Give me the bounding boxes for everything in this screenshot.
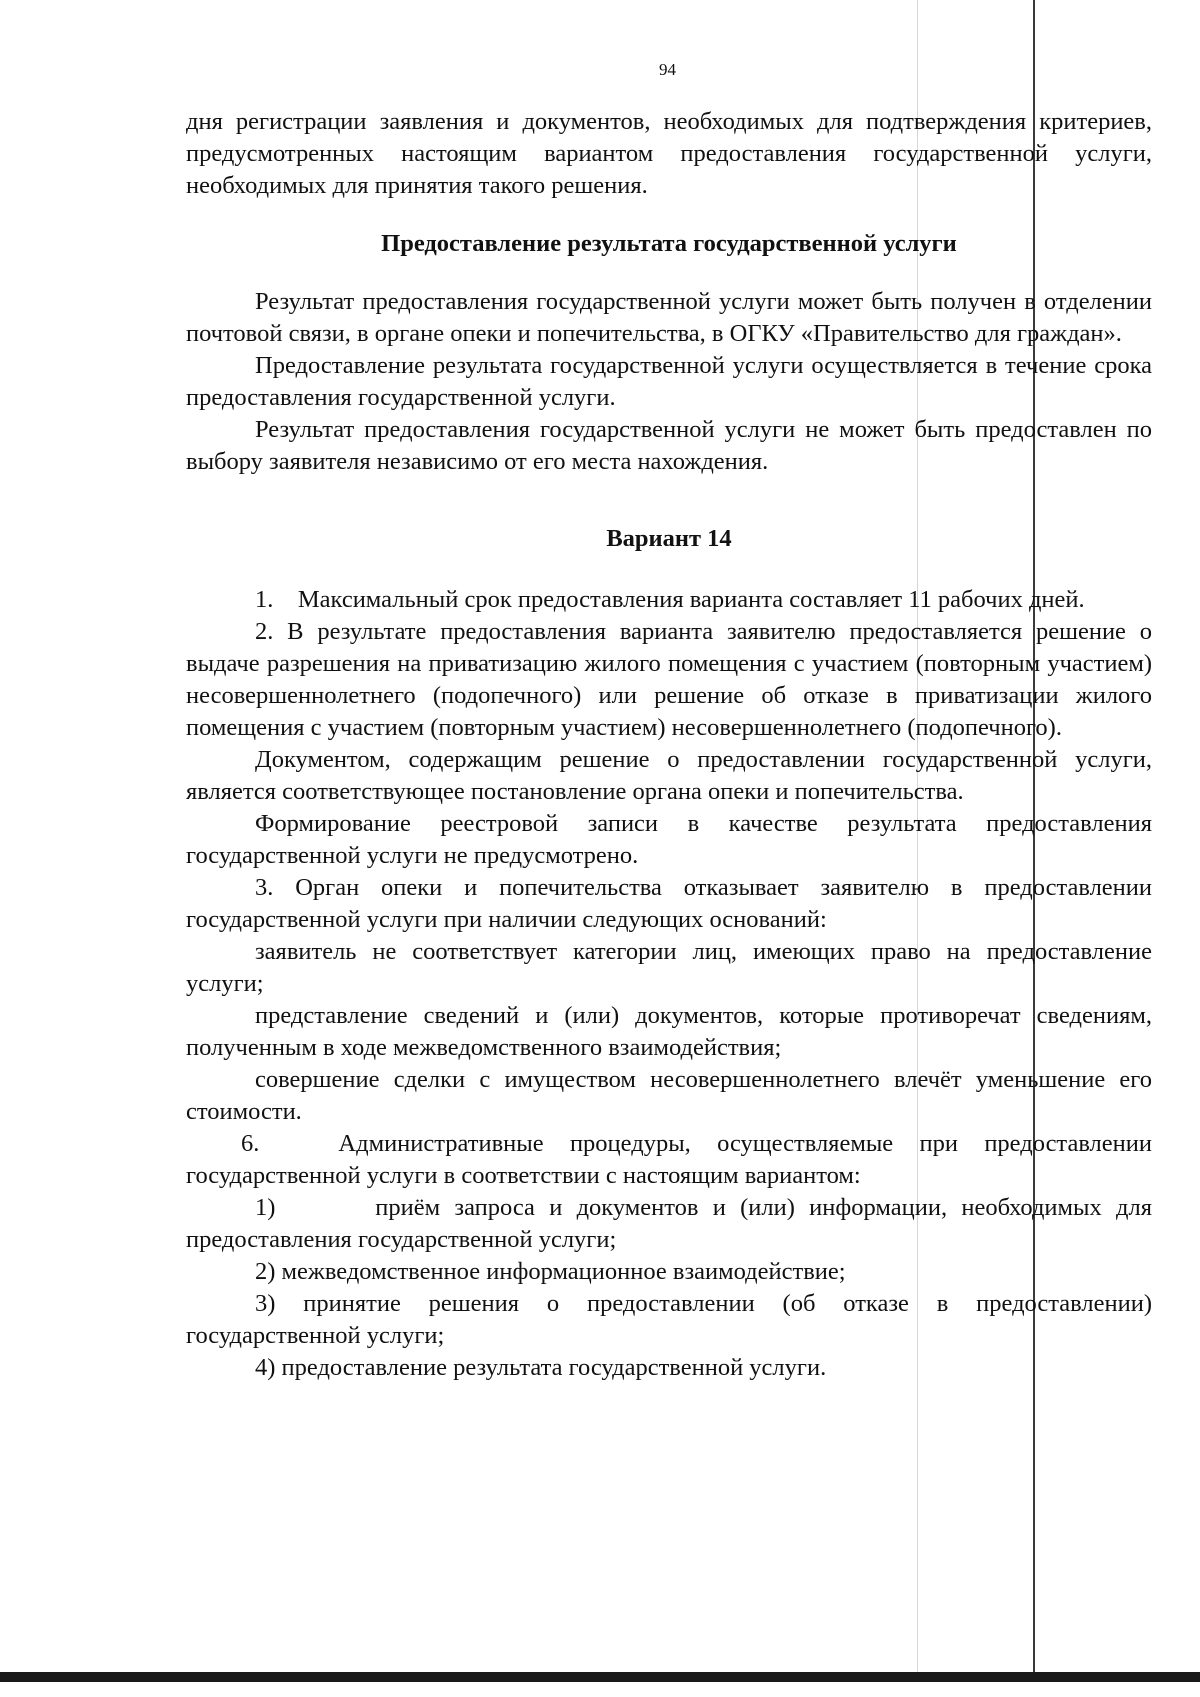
section-paragraph: Результат предоставления государственной услуги не может быть предоставлен по выбору заявителя независимо от его места нахождения. <box>186 416 1152 475</box>
section-title: Предоставление результата государственной услуги <box>381 230 957 257</box>
procedure-item: 3) принятие решения о предоставлении (об отказе в предоставлении) государственной услуги; <box>186 1290 1152 1349</box>
page-number: 94 <box>659 60 676 79</box>
procedure-item: 4) предоставление результата государственной услуги. <box>255 1354 827 1381</box>
intro-paragraph: дня регистрации заявления и документов, необходимых для подтверждения критериев, предусмотренных настоящим вариантом предоставления государственной услуги, необходимых для принятия такого решения. <box>186 108 1152 199</box>
section-paragraph: Предоставление результата государственной услуги осуществляется в течение срока предоставления государственной услуги. <box>186 352 1152 411</box>
variant-paragraph: Формирование реестровой записи в качестве результата предоставления государственной услуги не предусмотрено. <box>186 810 1152 869</box>
document-body <box>186 106 1159 1384</box>
variant-paragraph: Документом, содержащим решение о предоставлении государственной услуги, является соответствующее постановление органа опеки и попечительства. <box>186 746 1152 805</box>
procedure-item: 2) межведомственное информационное взаимодействие; <box>255 1258 846 1285</box>
variant-paragraph: 6. Административные процедуры, осуществляемые при предоставлении государственной услуги в соответствии с настоящим вариантом: <box>186 1130 1159 1189</box>
scan-bottom-border <box>0 1672 1200 1682</box>
refusal-ground: заявитель не соответствует категории лиц, имеющих право на предоставление услуги; <box>186 938 1152 997</box>
procedure-item: 1) приём запроса и документов и (или) информации, необходимых для предоставления государственной услуги; <box>186 1194 1159 1253</box>
variant-paragraph: 2. В результате предоставления варианта заявителю предоставляется решение о выдаче разрешения на приватизацию жилого помещения с участием (повторным участием) несовершеннолетнего (подопечного) или решение об отказе в приватизации жилого помещения с участием (повторным участием) несовершеннолетнего (подопечного). <box>186 618 1152 741</box>
variant-paragraph: 3. Орган опеки и попечительства отказывает заявителю в предоставлении государственной услуги при наличии следующих оснований: <box>186 874 1152 933</box>
variant-title: Вариант 14 <box>606 525 732 552</box>
refusal-ground: совершение сделки с имуществом несовершеннолетнего влечёт уменьшение его стоимости. <box>186 1066 1152 1125</box>
section-paragraph: Результат предоставления государственной услуги может быть получен в отделении почтовой связи, в органе опеки и попечительства, в ОГКУ «Правительство для граждан». <box>186 288 1152 347</box>
refusal-ground: представление сведений и (или) документов, которые противоречат сведениям, полученным в ходе межведомственного взаимодействия; <box>186 1002 1152 1061</box>
variant-paragraph: 1. Максимальный срок предоставления варианта составляет 11 рабочих дней. <box>255 586 1085 613</box>
